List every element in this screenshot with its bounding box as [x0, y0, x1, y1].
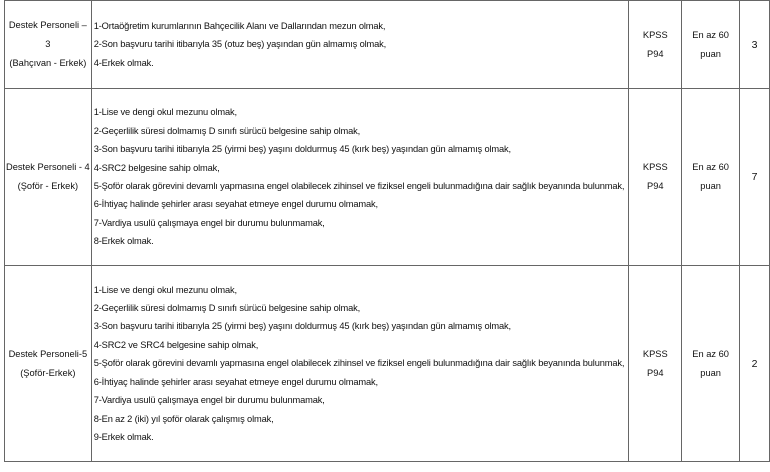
requirements-cell — [91, 266, 629, 462]
min-score-cell — [682, 266, 740, 462]
position-subtitle: (Bahçıvan - Erkek) — [9, 58, 87, 68]
count-cell: 7 — [740, 89, 770, 266]
requirement-item: 2-Geçerlilik süresi dolmamış D sınıfı sürücü belgesine sahip olmak, — [93, 303, 361, 314]
min-score-unit: puan — [700, 181, 721, 191]
table-row — [5, 266, 770, 462]
requirement-item: 9-Erkek olmak. — [93, 431, 154, 442]
requirement-item: 4-SRC2 ve SRC4 belgesine sahip olmak, — [93, 339, 259, 350]
requirement-item: 8-Erkek olmak. — [93, 236, 154, 247]
min-score: En az 60 — [692, 162, 729, 172]
requirement-item: 8-En az 2 (iki) yıl şoför olarak çalışmış olmak, — [93, 413, 274, 424]
requirement-item: 4-Erkek olmak. — [93, 57, 154, 68]
requirement-item: 4-SRC2 belgesine sahip olmak, — [93, 162, 220, 173]
requirement-item: 1-Ortaöğretim kurumlarının Bahçecilik Alanı ve Dallarından mezun olmak, — [93, 20, 386, 31]
min-score-cell — [682, 1, 740, 89]
requirement-item: 1-Lise ve dengi okul mezunu olmak, — [93, 107, 237, 118]
position-cell — [5, 1, 92, 89]
requirement-item: 6-İhtiyaç halinde şehirler arası seyahat etmeye engel durumu olmamak, — [93, 199, 378, 210]
count-cell: 2 — [740, 266, 770, 462]
exam-cell — [629, 1, 682, 89]
position-subtitle: (Şoför-Erkek) — [20, 367, 76, 378]
min-score-cell — [682, 89, 740, 266]
min-score: En az 60 — [692, 348, 729, 359]
exam-type: KPSS — [642, 348, 668, 359]
exam-cell — [629, 266, 682, 462]
requirement-item: 2-Son başvuru tarihi itibarıyla 35 (otuz beş) yaşından gün almamış olmak, — [93, 39, 387, 50]
requirement-item: 1-Lise ve dengi okul mezunu olmak, — [93, 284, 237, 295]
table-row — [5, 89, 770, 266]
table-row — [5, 1, 770, 89]
position-title: Destek Personeli – 3 — [8, 20, 87, 49]
requirement-item: 2-Geçerlilik süresi dolmamış D sınıfı sürücü belgesine sahip olmak, — [93, 125, 361, 136]
requirement-item: 7-Vardiya usulü çalışmaya engel bir durumu bulunmamak, — [93, 395, 325, 406]
position-cell — [5, 266, 92, 462]
exam-score-type: P94 — [647, 367, 664, 378]
position-subtitle: (Şoför - Erkek) — [17, 181, 79, 191]
requirement-item: 7-Vardiya usulü çalışmaya engel bir durumu bulunmamak, — [93, 217, 325, 228]
min-score-unit: puan — [700, 367, 721, 378]
exam-score-type: P94 — [647, 48, 664, 59]
position-title: Destek Personeli - 4 — [5, 162, 90, 172]
requirement-item: 3-Son başvuru tarihi itibarıyla 25 (yirmi beş) yaşını doldurmuş 45 (kırk beş) yaşından gün almamış olmak, — [93, 144, 511, 155]
count-cell: 3 — [740, 1, 770, 89]
exam-type: KPSS — [642, 162, 668, 172]
requirements-cell — [91, 89, 629, 266]
position-cell — [5, 89, 92, 266]
requirement-item: 5-Şoför olarak görevini devamlı yapmasına engel olabilecek zihinsel ve fiziksel engeli bulunmadığına dair sağlık beyanında bulunmak, — [93, 358, 625, 369]
exam-type: KPSS — [642, 29, 668, 40]
requirement-item: 6-İhtiyaç halinde şehirler arası seyahat etmeye engel durumu olmamak, — [93, 376, 378, 387]
min-score-unit: puan — [700, 48, 721, 59]
position-title: Destek Personeli-5 — [8, 348, 88, 359]
min-score: En az 60 — [692, 29, 729, 40]
exam-cell — [629, 89, 682, 266]
exam-score-type: P94 — [647, 181, 664, 191]
requirements-table — [4, 0, 770, 462]
requirements-cell — [91, 1, 629, 89]
requirement-item: 3-Son başvuru tarihi itibarıyla 25 (yirmi beş) yaşını doldurmuş 45 (kırk beş) yaşından gün almamış olmak, — [93, 321, 511, 332]
requirement-item: 5-Şoför olarak görevini devamlı yapmasına engel olabilecek zihinsel ve fiziksel engeli bulunmadığına dair sağlık beyanında bulunmak, — [93, 181, 625, 191]
